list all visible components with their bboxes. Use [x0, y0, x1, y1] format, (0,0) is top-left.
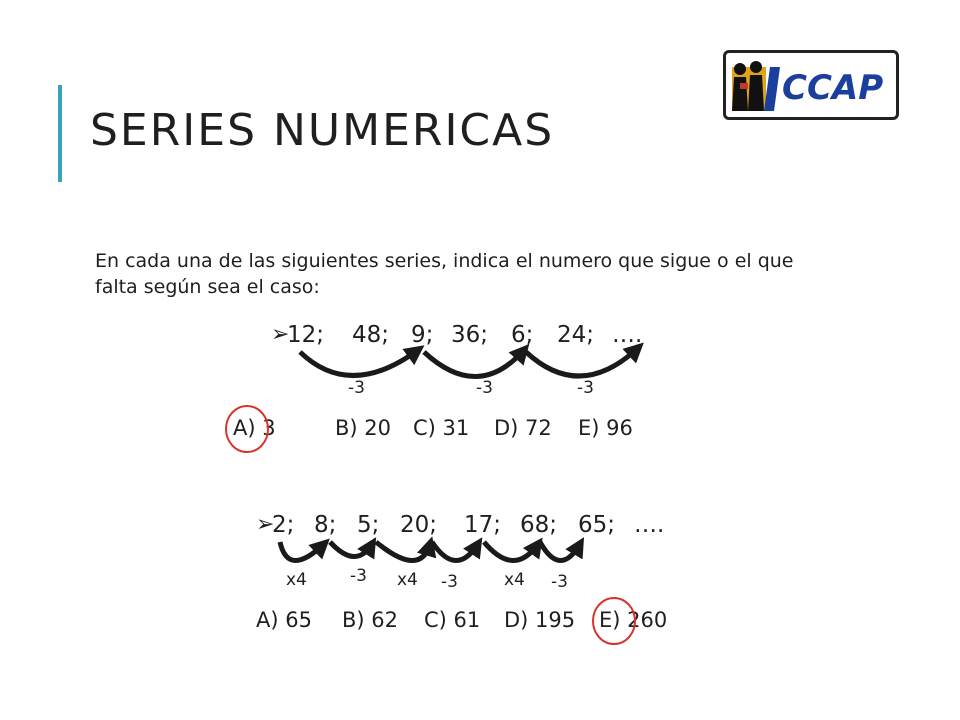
series-2-arc — [376, 542, 430, 561]
series-1-option-e: E) 96 — [578, 416, 633, 440]
ccap-logo — [723, 50, 899, 120]
series-2-term: 65; — [578, 512, 616, 538]
series-2-term: 17; — [464, 512, 502, 538]
series-2-term: 68; — [520, 512, 558, 538]
series-2-operation: -3 — [551, 572, 568, 592]
series-2-operation: -3 — [441, 572, 458, 592]
arrow-bullet-icon: ➢ — [256, 512, 275, 537]
series-1-option-d: D) 72 — [494, 416, 552, 440]
series-2-operation: x4 — [286, 570, 307, 590]
series-1-operation: -3 — [348, 378, 365, 398]
series-2-term: 8; — [314, 512, 337, 538]
series-2-term: …. — [634, 512, 665, 538]
series-2-arc — [540, 542, 580, 561]
series-2-arc — [330, 542, 372, 557]
series-1-term: 36; — [451, 322, 489, 348]
series-2-option-c: C) 61 — [424, 608, 481, 632]
series-1-term: 12; — [287, 322, 325, 348]
page-title: SERIES NUMERICAS — [90, 105, 555, 156]
series-1-arc — [424, 350, 524, 377]
series-1-arc — [526, 348, 638, 376]
series-1-operation: -3 — [476, 378, 493, 398]
series-2-option-e: E) 260 — [599, 608, 668, 632]
series-2-term: 5; — [357, 512, 380, 538]
series-1-operation: -3 — [577, 378, 594, 398]
title-accent-line — [58, 85, 62, 182]
series-2-operation: -3 — [350, 566, 367, 586]
series-1-arc — [300, 350, 418, 376]
series-2-term: 20; — [400, 512, 438, 538]
logo-text: CCAP — [782, 68, 884, 108]
series-2-option-a: A) 65 — [256, 608, 312, 632]
series-2-arc — [280, 542, 324, 561]
arrow-bullet-icon: ➢ — [271, 322, 290, 347]
instructions-text: En cada una de las siguientes series, indica el numero que sigue o el que falta según sea el caso: — [95, 250, 794, 298]
series-2-operation: x4 — [397, 570, 418, 590]
series-2-option-b: B) 62 — [342, 608, 398, 632]
series-2-arc — [432, 542, 478, 561]
series-1-option-a: A) 3 — [233, 416, 276, 440]
series-2-operation: x4 — [504, 570, 525, 590]
series-2-term: 2; — [272, 512, 295, 538]
series-1-option-c: C) 31 — [413, 416, 470, 440]
series-1-term: 9; — [411, 322, 434, 348]
series-1-term: 48; — [352, 322, 390, 348]
series-1-option-b: B) 20 — [335, 416, 391, 440]
series-2-arc — [484, 542, 538, 561]
series-1-term: …. — [612, 322, 643, 348]
series-1-term: 24; — [557, 322, 595, 348]
series-2-option-d: D) 195 — [504, 608, 576, 632]
series-1-term: 6; — [511, 322, 534, 348]
